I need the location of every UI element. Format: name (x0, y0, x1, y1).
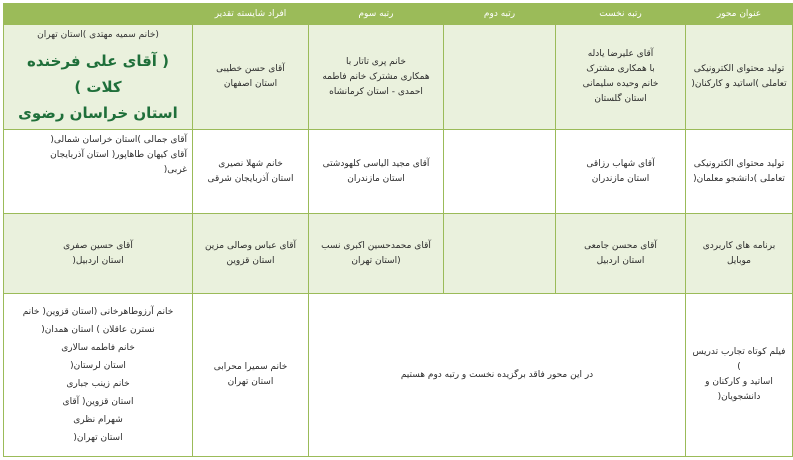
second-cell (444, 214, 556, 294)
header-topic: عنوان محور (686, 4, 793, 25)
header-third: رتبه سوم (309, 4, 444, 25)
extra-cell: خانم آرزوطاهرخانی (استان قزوین( خانم نسترن عاقلان ) استان همدان( خانم فاطمه سالاری استان لرستان( خانم زینب جباری استان قزوین( آقای شهرام نظری استان تهران( (4, 294, 193, 457)
table-row (4, 214, 793, 294)
first-cell: آقای شهاب رزاقی استان مازندران (556, 130, 686, 214)
extra-cell: (خانم سمیه مهتدی )استان تهران ( آقای علی فرخنده کلات ) استان خراسان رضوی (4, 25, 193, 130)
topic-cell: تولید محتوای الکترونیکی تعاملی )دانشجو معلمان( (686, 130, 793, 214)
table-row (4, 25, 793, 130)
header-first: رتبه نخست (556, 4, 686, 25)
header-row (4, 4, 793, 25)
topic-cell: فیلم کوتاه تجارب تدریس ) اساتید و کارکنان و دانشجویان( (686, 294, 793, 457)
merged-note-cell: در این محور فاقد برگزیده نخست و رتبه دوم هستیم (309, 294, 686, 457)
header-extra (4, 4, 193, 25)
third-cell: آقای مجید الیاسی کلهودشتی استان مازندران (309, 130, 444, 214)
third-cell: آقای محمدحسین اکبری نسب (استان تهران (309, 214, 444, 294)
extra-cell: آقای حسین صفری استان اردبیل( (4, 214, 193, 294)
second-cell (444, 130, 556, 214)
second-cell (444, 25, 556, 130)
header-merit: افراد شایسته تقدیر (193, 4, 309, 25)
first-cell: آقای علیرضا یادله با همکاری مشترک خانم وحیده سلیمانی استان گلستان (556, 25, 686, 130)
table-row (4, 130, 793, 214)
header-second: رتبه دوم (444, 4, 556, 25)
merit-cell: آقای حسن خطیبی استان اصفهان (193, 25, 309, 130)
extra-cell: آقای جمالی )استان خراسان شمالی( آقای کیهان طاهاپور( استان آذربایجان غربی( (4, 130, 193, 214)
merit-cell: آقای عباس وصالی مزین استان قزوین (193, 214, 309, 294)
awards-table (3, 3, 793, 457)
third-cell: خانم پری تاتار با همکاری مشترک خانم فاطمه احمدی - استان کرمانشاه (309, 25, 444, 130)
merit-cell: خانم سمیرا محرابی استان تهران (193, 294, 309, 457)
table-row (4, 294, 793, 457)
first-cell: آقای محسن جامعی استان اردبیل (556, 214, 686, 294)
topic-cell: تولید محتوای الکترونیکی تعاملی )اساتید و کارکنان( (686, 25, 793, 130)
merit-cell: خانم شهلا نصیری استان آذربایجان شرقی (193, 130, 309, 214)
topic-cell: برنامه های کاربردی موبایل (686, 214, 793, 294)
